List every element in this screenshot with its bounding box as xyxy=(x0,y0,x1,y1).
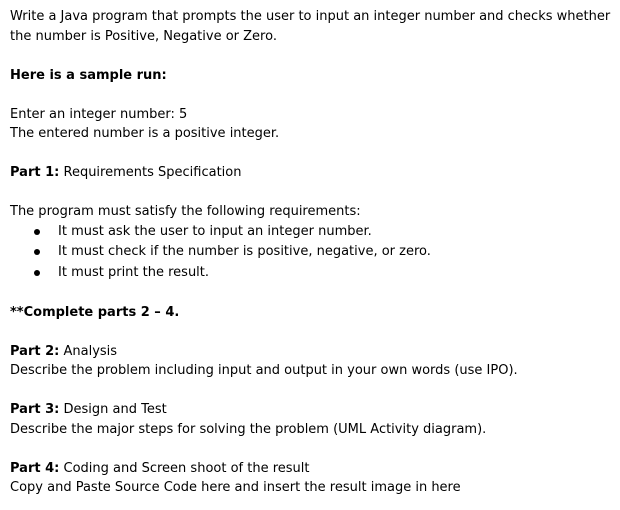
requirement-text: It must check if the number is positive, negative, or zero. xyxy=(58,244,431,259)
part4-label: Part 4: xyxy=(10,460,60,476)
intro-line-1: Write a Java program that prompts the user to input an integer number and checks whether xyxy=(10,9,611,24)
sample-run-heading: Here is a sample run: xyxy=(10,67,167,83)
part4-description: Copy and Paste Source Code here and insert the result image in here xyxy=(10,480,461,495)
part2-label: Part 2: xyxy=(10,343,60,359)
part1-lead: The program must satisfy the following requirements: xyxy=(10,204,361,219)
part1-label: Part 1: xyxy=(10,165,60,180)
bullet-icon xyxy=(34,249,40,255)
list-item xyxy=(10,222,610,243)
requirement-text: It must ask the user to input an integer number. xyxy=(58,223,372,239)
part4-heading xyxy=(10,459,610,479)
intro-line-2: the number is Positive, Negative or Zero. xyxy=(10,28,277,44)
part4-title: Coding and Screen shoot of the result xyxy=(59,460,310,476)
part3-label: Part 3: xyxy=(10,402,60,417)
part2-title: Analysis xyxy=(59,343,118,359)
list-item xyxy=(10,263,610,284)
bullet-icon xyxy=(34,229,40,235)
requirements-list xyxy=(10,222,610,284)
complete-parts-note: **Complete parts 2 – 4. xyxy=(10,304,180,320)
part2-heading xyxy=(10,342,610,362)
part3-title: Design and Test xyxy=(59,402,167,417)
sample-input-line: Enter an integer number: 5 xyxy=(10,106,188,122)
part2-description: Describe the problem including input and output in your own words (use IPO). xyxy=(10,363,518,378)
list-item xyxy=(10,242,610,263)
part1-heading xyxy=(10,163,610,183)
part3-description: Describe the major steps for solving the problem (UML Activity diagram). xyxy=(10,421,487,437)
part3-heading xyxy=(10,400,610,420)
bullet-icon xyxy=(34,270,40,276)
sample-output-line: The entered number is a positive integer. xyxy=(10,126,280,141)
requirement-text: It must print the result. xyxy=(58,264,210,280)
part1-title: Requirements Specification xyxy=(59,165,242,180)
